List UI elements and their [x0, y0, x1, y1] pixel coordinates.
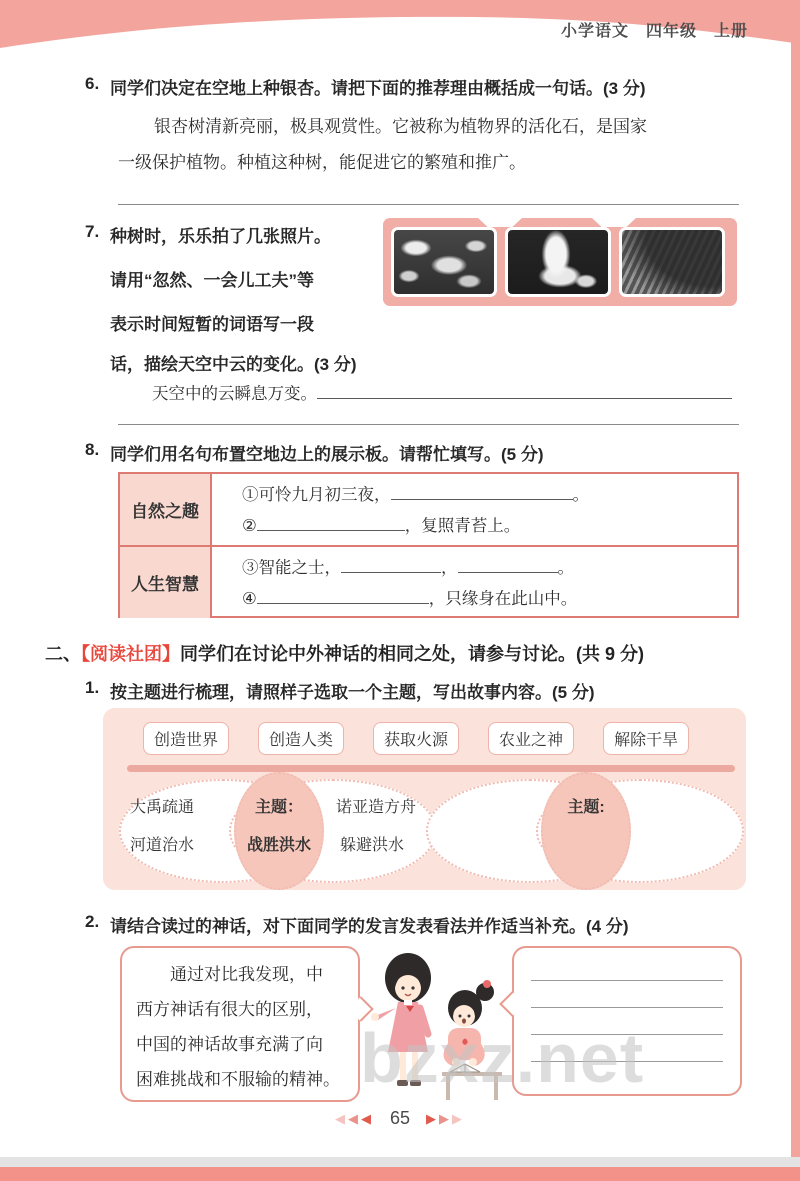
theme-tags-row: [143, 722, 689, 755]
cloud-photo-cumulus: [391, 227, 497, 297]
fill-line-4-prefix: ④: [242, 589, 257, 608]
fill-blank-1[interactable]: [391, 483, 573, 500]
q7-answer-blank-1[interactable]: [317, 383, 732, 399]
table-row-nature: [120, 474, 737, 545]
venn-example-theme-value: 战胜洪水: [246, 835, 311, 854]
q7-stem-line2: 请用“忽然、一会儿工夫”等: [110, 271, 314, 290]
prev-pages-icon[interactable]: ◀◀◀: [334, 1110, 374, 1126]
fill-blank-4[interactable]: [257, 587, 429, 604]
bottom-pink-bar: [0, 1167, 800, 1181]
theme-tag-god-of-agriculture[interactable]: 农业之神: [488, 722, 574, 755]
fill-line-4-suffix: ，只缘身在此山中。: [428, 589, 578, 608]
venn-example-theme-label: 主题：: [254, 799, 303, 816]
fill-line-1-suffix: 。: [572, 485, 589, 504]
site-watermark: bzxz.net: [360, 1019, 645, 1097]
student-speech-bubble: [120, 946, 360, 1102]
q8-number: 8.: [85, 440, 100, 459]
s2q1-number: 1.: [85, 678, 100, 697]
section2-badge: 【阅读社团】: [81, 644, 180, 664]
q8-stem: 同学们用名句布置空地边上的展示板。请帮忙填写。(5 分): [110, 445, 544, 464]
famous-lines-table: [118, 472, 739, 618]
right-border-strip: [791, 0, 800, 1158]
fill-line-2-suffix: ，复照青苔上。: [404, 516, 521, 535]
tags-underline-bar: [127, 765, 735, 772]
q7-number: 7.: [85, 222, 100, 241]
q6-number: 6.: [85, 74, 100, 93]
fill-line-3-mid: ，: [441, 558, 458, 577]
q6-passage-line2: 一级保护植物。种植这种树，能促进它的繁殖和推广。: [118, 153, 526, 173]
cloud-photo-tower: [505, 227, 611, 297]
answer-blank-line[interactable]: [531, 980, 723, 981]
fill-blank-3a[interactable]: [341, 556, 441, 573]
theme-tag-end-drought[interactable]: 解除干旱: [603, 722, 689, 755]
fill-blank-2[interactable]: [257, 514, 405, 531]
bottom-gray-bar: [0, 1157, 800, 1167]
venn-blank-overlap[interactable]: [541, 772, 631, 890]
fill-line-3-prefix: ③智能之士，: [242, 558, 341, 577]
venn-blank-theme-label: 主题:: [567, 799, 605, 816]
speech-line: 通过对比我发现，中: [170, 965, 323, 985]
fill-line-3-suffix: 。: [557, 558, 574, 577]
venn-example-left-text2: 河道治水: [130, 835, 195, 854]
section2-stem: 同学们在讨论中外神话的相同之处，请参与讨论。(共 9 分): [180, 644, 644, 664]
s2q2-number: 2.: [85, 912, 100, 931]
fill-blank-3b[interactable]: [458, 556, 558, 573]
page-number: 65: [389, 1108, 411, 1128]
book-title: 小学语文 四年级 上册: [560, 23, 748, 40]
q7-stem-line4: 话，描绘天空中云的变化。(3 分): [110, 355, 357, 374]
q7-answer-prefix: 天空中的云瞬息万变。: [152, 384, 317, 403]
cloud-photo-ripples: [619, 227, 725, 297]
venn-example-left-text1: 大禹疏通: [130, 797, 195, 816]
speech-line: 中国的神话故事充满了向: [136, 1035, 323, 1055]
venn-example-right-text1: 诺亚造方舟: [336, 797, 417, 816]
theme-tag-create-world[interactable]: 创造世界: [143, 722, 229, 755]
page-footer: [0, 1108, 800, 1129]
venn-example-overlap: [234, 772, 324, 890]
table-row-wisdom: [120, 545, 737, 618]
row-category-wisdom: 人生智慧: [120, 547, 212, 618]
answer-blank-line[interactable]: [531, 1007, 723, 1008]
q6-passage-line1: 银杏树清新亮丽，极具观赏性。它被称为植物界的活化石，是国家: [154, 117, 647, 137]
q6-answer-line[interactable]: [118, 204, 739, 205]
fill-line-1-prefix: ①可怜九月初三夜，: [242, 485, 391, 504]
theme-tag-obtain-fire[interactable]: 获取火源: [373, 722, 459, 755]
next-pages-icon[interactable]: ▶▶▶: [426, 1110, 466, 1126]
q6-stem: 同学们决定在空地上种银杏。请把下面的推荐理由概括成一句话。(3 分): [110, 79, 646, 98]
q7-answer-blank-2[interactable]: [118, 424, 739, 425]
q7-stem-line3: 表示时间短暂的词语写一段: [110, 315, 314, 334]
s2q2-stem: 请结合读过的神话，对下面同学的发言发表看法并作适当补充。(4 分): [110, 917, 629, 936]
speech-line: 西方神话有很大的区别，: [136, 1000, 323, 1020]
s2q1-stem: 按主题进行梳理，请照样子选取一个主题，写出故事内容。(5 分): [110, 683, 595, 702]
speech-line: 困难挑战和不服输的精神。: [136, 1070, 340, 1090]
venn-example-right-text2: 躲避洪水: [340, 835, 405, 854]
section2-ordinal: 二、: [45, 644, 81, 664]
fill-line-2-prefix: ②: [242, 516, 257, 535]
theme-tag-create-humans[interactable]: 创造人类: [258, 722, 344, 755]
row-category-nature: 自然之趣: [120, 474, 212, 545]
q7-stem-line1: 种树时，乐乐拍了几张照片。: [110, 227, 331, 246]
